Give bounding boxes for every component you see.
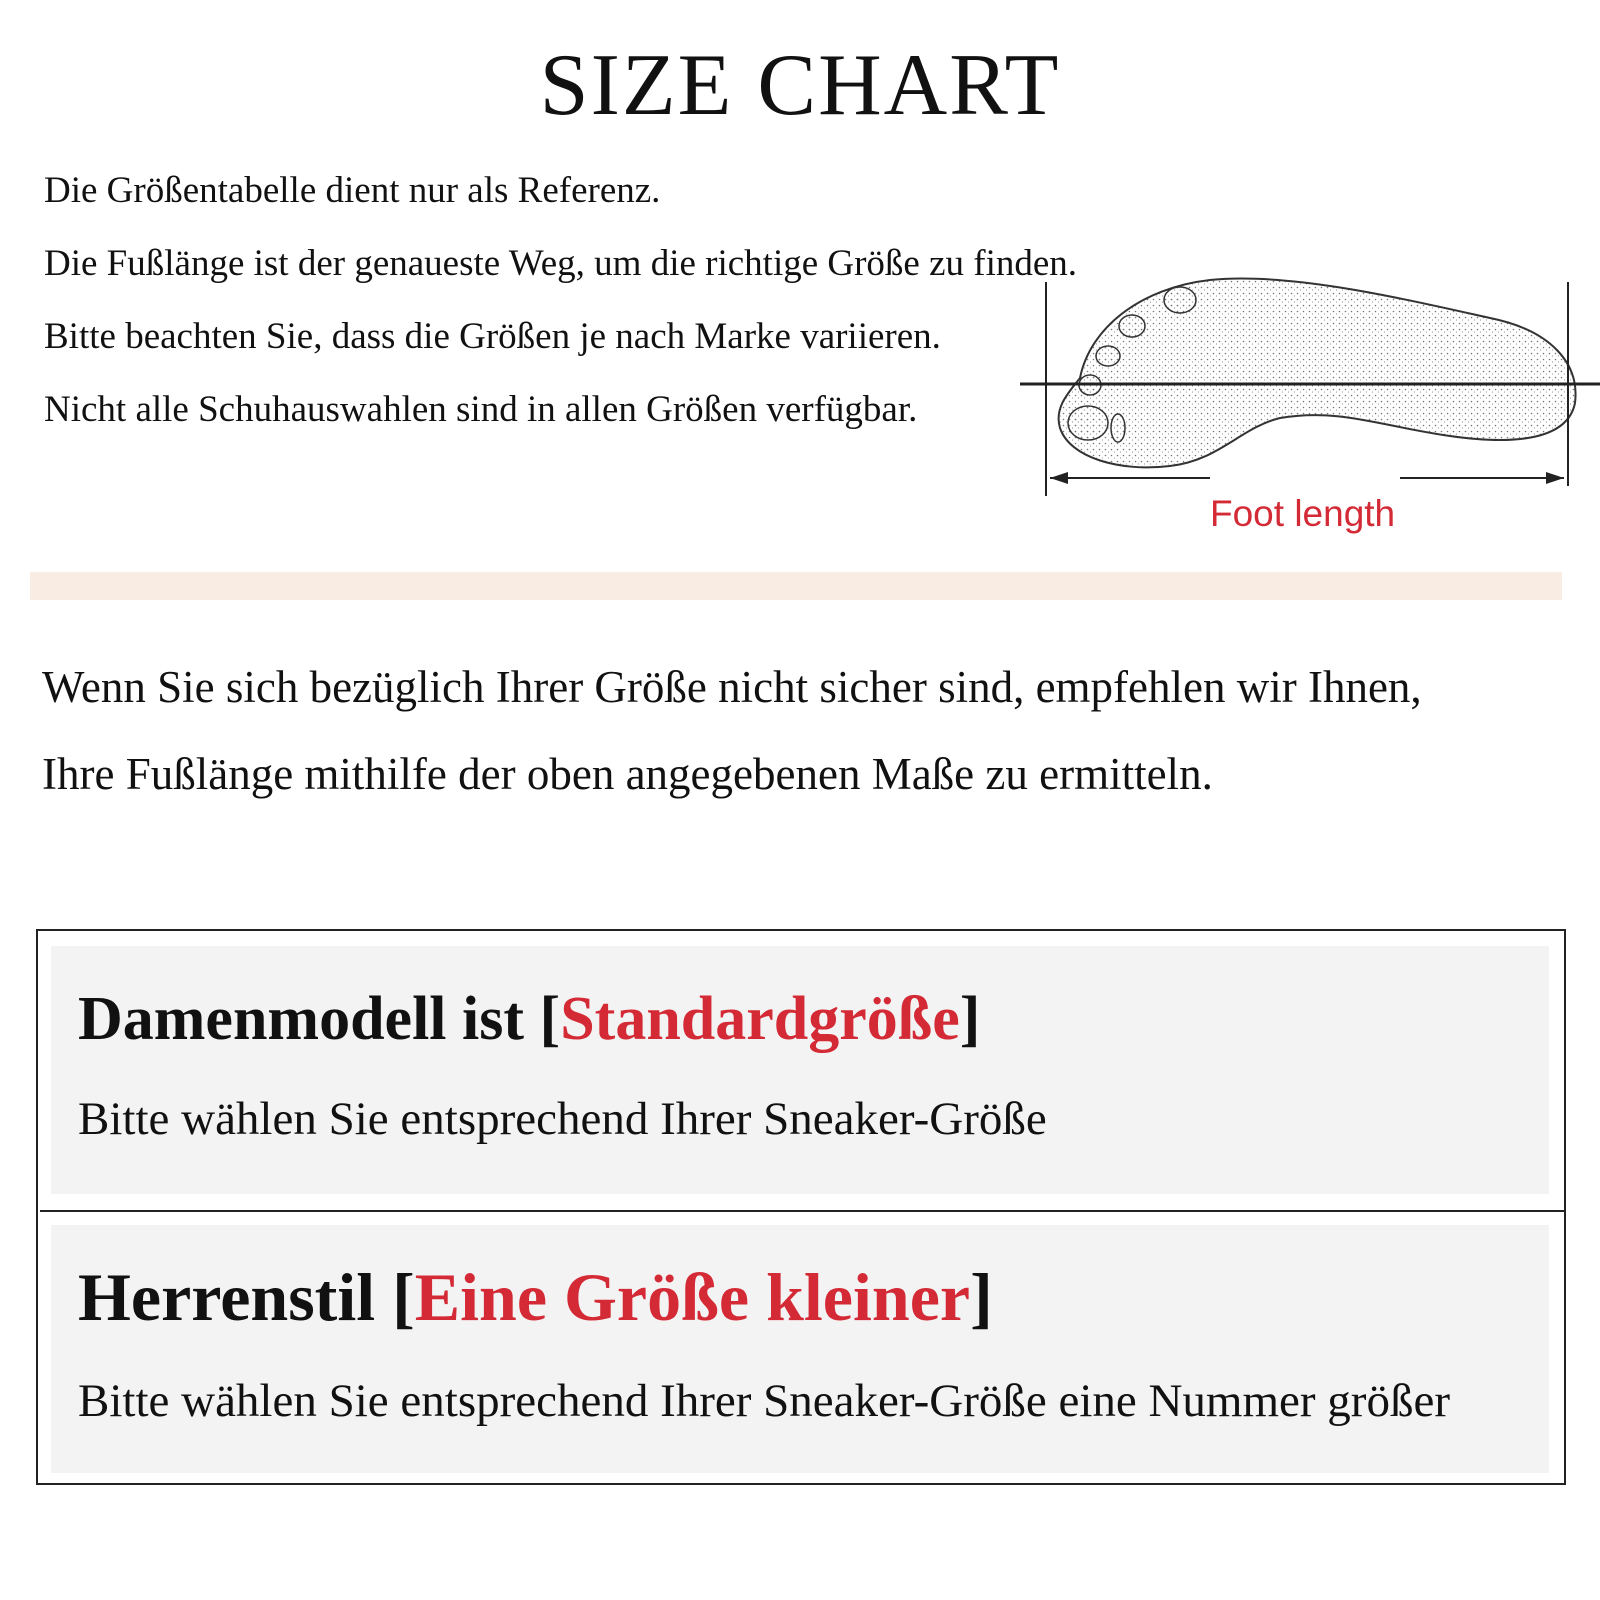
women-fit-prefix: Damenmodell ist bbox=[78, 985, 540, 1053]
fit-guide-box bbox=[36, 929, 1566, 1485]
note-brand-variance: Bitte beachten Sie, dass die Größen je nach Marke variieren. bbox=[44, 316, 941, 357]
men-fit-description: Bitte wählen Sie entsprechend Ihrer Sneaker-Größe eine Nummer größer bbox=[78, 1375, 1450, 1427]
men-fit-heading bbox=[78, 1259, 993, 1335]
men-fit-prefix: Herrenstil bbox=[78, 1259, 393, 1335]
women-fit-panel bbox=[51, 946, 1549, 1194]
men-fit-open-bracket: [ bbox=[392, 1259, 415, 1335]
advice-line-1: Wenn Sie sich bezüglich Ihrer Größe nicht sicher sind, empfehlen wir Ihnen, bbox=[42, 662, 1422, 712]
note-reference: Die Größentabelle dient nur als Referenz. bbox=[44, 170, 661, 211]
advice-line-2: Ihre Fußlänge mithilfe der oben angegebenen Maße zu ermitteln. bbox=[42, 749, 1213, 799]
panel-separator bbox=[40, 1210, 1564, 1212]
women-fit-open-bracket: [ bbox=[539, 985, 561, 1053]
men-fit-panel bbox=[51, 1225, 1549, 1473]
men-fit-highlight: Eine Größe kleiner bbox=[414, 1259, 971, 1335]
men-fit-close-bracket: ] bbox=[970, 1259, 993, 1335]
note-availability: Nicht alle Schuhauswahlen sind in allen Größen verfügbar. bbox=[44, 389, 918, 430]
women-fit-heading bbox=[78, 985, 981, 1053]
foot-length-label: Foot length bbox=[1210, 493, 1396, 534]
note-foot-length: Die Fußlänge ist der genaueste Weg, um die richtige Größe zu finden. bbox=[44, 243, 1078, 284]
women-fit-close-bracket: ] bbox=[959, 985, 981, 1053]
women-fit-description: Bitte wählen Sie entsprechend Ihrer Sneaker-Größe bbox=[78, 1093, 1047, 1145]
page-title: SIZE CHART bbox=[539, 37, 1061, 134]
section-divider bbox=[30, 572, 1562, 600]
women-fit-highlight: Standardgröße bbox=[560, 985, 960, 1053]
